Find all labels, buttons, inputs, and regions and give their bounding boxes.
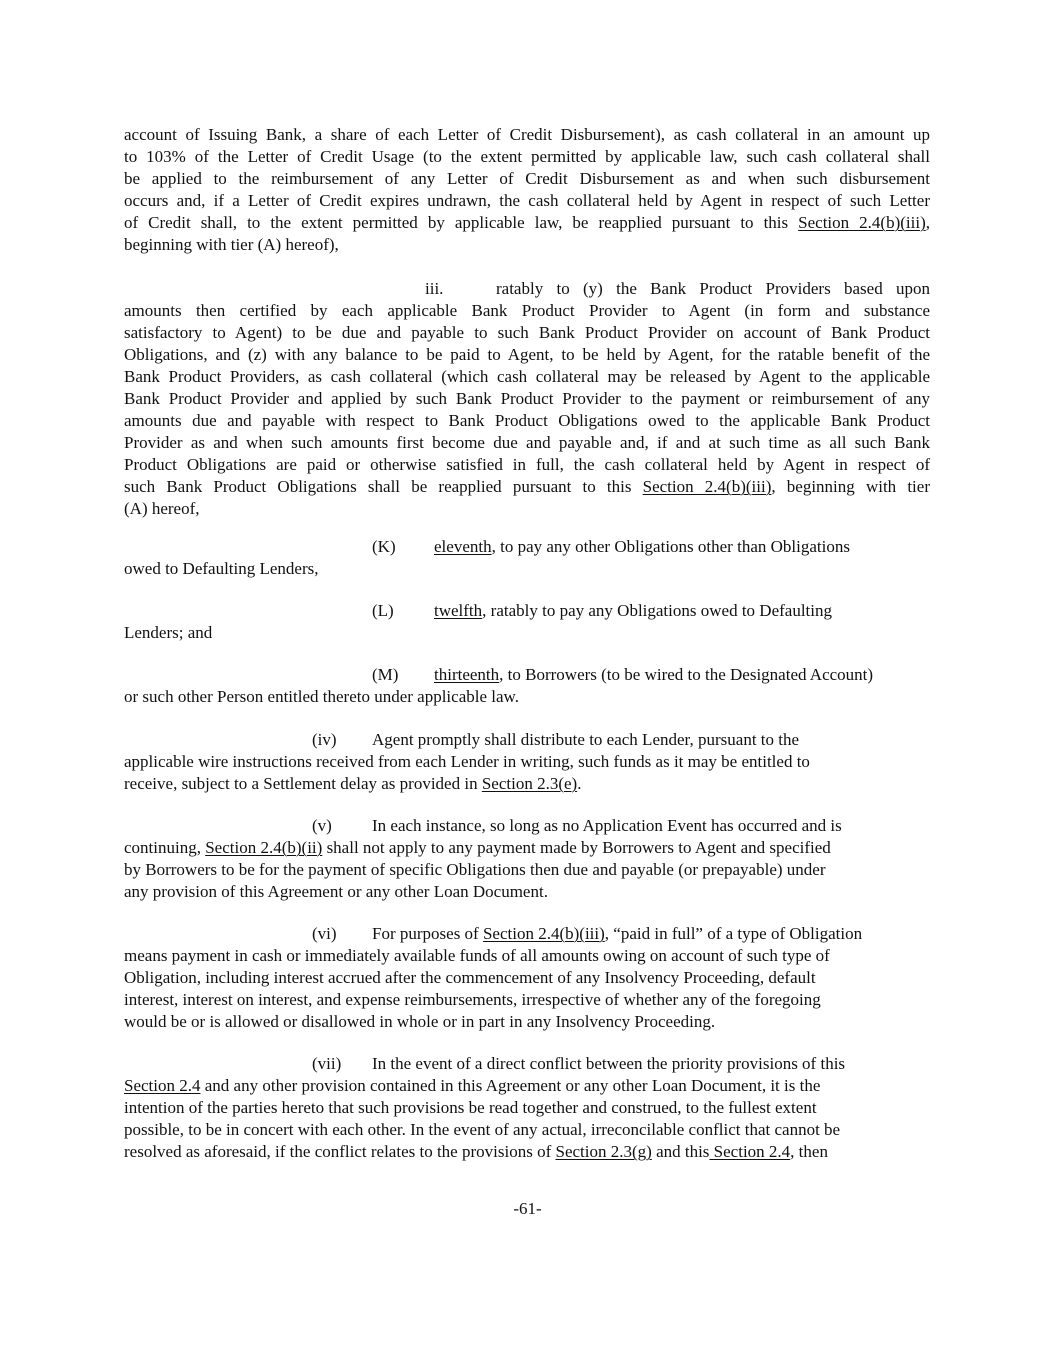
line-text bbox=[372, 1053, 845, 1075]
text-line bbox=[124, 1011, 930, 1033]
line-text bbox=[124, 146, 930, 168]
line-text bbox=[124, 234, 339, 256]
text-line bbox=[124, 168, 930, 190]
text-segment: , “paid in full” of a type of Obligation bbox=[604, 924, 863, 943]
line-text bbox=[124, 212, 930, 234]
text-line bbox=[124, 945, 930, 967]
text-segment: owed to Defaulting Lenders, bbox=[124, 559, 319, 578]
text-segment: , to pay any other Obligations other than Obligations bbox=[491, 537, 850, 556]
text-segment: Bank Product Providers, as cash collateral (which cash collateral may be released by Agent to the applicable bbox=[124, 367, 930, 386]
text-line bbox=[124, 234, 930, 256]
paragraph-clause-M bbox=[124, 664, 930, 708]
text-segment: interest, interest on interest, and expense reimbursements, irrespective of whether any of the foregoing bbox=[124, 990, 821, 1009]
line-text bbox=[124, 388, 930, 410]
text-segment: (A) hereof, bbox=[124, 499, 200, 518]
text-segment: Lenders; and bbox=[124, 623, 213, 642]
line-text bbox=[124, 881, 548, 903]
text-line bbox=[124, 729, 930, 751]
paragraph-clause-L bbox=[124, 600, 930, 644]
line-text bbox=[124, 432, 930, 454]
line-text bbox=[372, 815, 842, 837]
text-segment: and any other provision contained in this Agreement or any other Loan Document, it is the bbox=[200, 1076, 821, 1095]
clause-label: (K) bbox=[372, 537, 396, 556]
line-text bbox=[124, 344, 930, 366]
text-segment: , beginning with tier bbox=[771, 477, 930, 496]
section-reference: Section 2.4(b)(iii) bbox=[482, 924, 605, 943]
text-segment: For purposes of bbox=[372, 924, 483, 943]
section-reference: Section 2.4(b)(ii) bbox=[205, 838, 323, 857]
line-text bbox=[124, 1011, 715, 1033]
text-segment: beginning with tier (A) hereof), bbox=[124, 235, 339, 254]
line-text bbox=[124, 190, 930, 212]
text-line bbox=[124, 558, 930, 580]
line-text bbox=[124, 989, 821, 1011]
page-number: -61- bbox=[513, 1199, 542, 1218]
line-text bbox=[496, 278, 930, 300]
text-line bbox=[124, 923, 930, 945]
line-text bbox=[124, 558, 319, 580]
paragraph-collateral-continuation bbox=[124, 124, 930, 256]
paragraph-clause-K bbox=[124, 536, 930, 580]
line-text bbox=[124, 773, 581, 795]
clause-label: (L) bbox=[372, 601, 394, 620]
text-line bbox=[124, 212, 930, 234]
line-text bbox=[124, 967, 816, 989]
line-text bbox=[124, 751, 810, 773]
text-segment: and this bbox=[651, 1142, 710, 1161]
line-text bbox=[124, 498, 200, 520]
paragraph-clause-iii bbox=[124, 278, 930, 520]
text-segment: In the event of a direct conflict between the priority provisions of this bbox=[372, 1054, 846, 1073]
line-text bbox=[124, 1097, 817, 1119]
text-segment: by Borrowers to be for the payment of specific Obligations then due and payable (or prepayable) under bbox=[124, 860, 826, 879]
line-text bbox=[124, 410, 930, 432]
text-segment: amounts due and payable with respect to Bank Product Obligations owed to the applicable Bank Product bbox=[124, 411, 930, 430]
line-text bbox=[124, 1141, 828, 1163]
line-text bbox=[124, 945, 830, 967]
text-line bbox=[124, 388, 930, 410]
text-line bbox=[124, 600, 930, 622]
text-segment: Agent promptly shall distribute to each Lender, pursuant to the bbox=[372, 730, 800, 749]
text-segment: , ratably to pay any Obligations owed to Defaulting bbox=[482, 601, 832, 620]
text-line bbox=[124, 454, 930, 476]
text-line bbox=[124, 1119, 930, 1141]
text-line bbox=[124, 837, 930, 859]
section-reference: thirteenth bbox=[434, 665, 500, 684]
text-segment: Provider as and when such amounts first become due and payable and, if and at such time as all such Bank bbox=[124, 433, 930, 452]
text-line bbox=[124, 1053, 930, 1075]
line-text bbox=[124, 837, 831, 859]
text-line bbox=[124, 344, 930, 366]
text-segment: intention of the parties hereto that such provisions be read together and construed, to the fullest extent bbox=[124, 1098, 817, 1117]
text-line bbox=[124, 476, 930, 498]
text-segment: continuing, bbox=[124, 838, 206, 857]
text-line bbox=[124, 686, 930, 708]
text-segment: amounts then certified by each applicable Bank Product Provider to Agent (in form and substance bbox=[124, 301, 930, 320]
line-text bbox=[372, 729, 799, 751]
line-text bbox=[124, 1119, 840, 1141]
text-line bbox=[124, 1097, 930, 1119]
text-segment: any provision of this Agreement or any other Loan Document. bbox=[124, 882, 548, 901]
text-segment: such Bank Product Obligations shall be reapplied pursuant to this bbox=[124, 477, 643, 496]
paragraph-clause-iv bbox=[124, 729, 930, 795]
text-line bbox=[124, 278, 930, 300]
text-segment: Obligations, and (z) with any balance to be paid to Agent, to be held by Agent, for the ratable benefit of the bbox=[124, 345, 930, 364]
text-segment: , bbox=[925, 213, 930, 232]
text-segment: occurs and, if a Letter of Credit expires undrawn, the cash collateral held by Agent in respect of such Letter bbox=[124, 191, 930, 210]
line-text bbox=[124, 686, 519, 708]
text-segment: receive, subject to a Settlement delay as provided in bbox=[124, 774, 482, 793]
text-segment: ratably to (y) the Bank Product Providers based upon bbox=[496, 279, 930, 298]
line-text bbox=[434, 536, 850, 558]
line-text bbox=[124, 124, 930, 146]
text-segment: account of Issuing Bank, a share of each Letter of Credit Disbursement), as cash collateral in an amount up bbox=[124, 125, 930, 144]
text-segment: satisfactory to Agent) to be due and payable to such Bank Product Provider on account of Bank Product bbox=[124, 323, 930, 342]
text-line bbox=[124, 815, 930, 837]
line-text bbox=[124, 300, 930, 322]
paragraph-clause-vi bbox=[124, 923, 930, 1033]
line-text bbox=[124, 454, 930, 476]
text-segment: Product Obligations are paid or otherwise satisfied in full, the cash collateral held by Agent in respect of bbox=[124, 455, 930, 474]
text-segment: or such other Person entitled thereto under applicable law. bbox=[124, 687, 519, 706]
section-reference: Section 2.4 bbox=[124, 1076, 201, 1095]
line-text bbox=[124, 476, 930, 498]
line-text bbox=[124, 859, 825, 881]
text-line bbox=[124, 622, 930, 644]
text-line bbox=[124, 322, 930, 344]
clause-label: (iv) bbox=[312, 730, 337, 749]
paragraph-clause-v bbox=[124, 815, 930, 903]
text-line bbox=[124, 410, 930, 432]
line-text bbox=[124, 366, 930, 388]
line-text bbox=[124, 168, 930, 190]
text-segment: Obligation, including interest accrued after the commencement of any Insolvency Proceeding, default bbox=[124, 968, 816, 987]
clause-label: (M) bbox=[372, 665, 399, 684]
text-segment: . bbox=[577, 774, 582, 793]
text-line bbox=[124, 432, 930, 454]
text-line bbox=[124, 859, 930, 881]
line-text bbox=[124, 322, 930, 344]
text-segment: to 103% of the Letter of Credit Usage (to the extent permitted by applicable law, such cash collateral shall bbox=[124, 147, 930, 166]
text-segment: possible, to be in concert with each other. In the event of any actual, irreconcilable conflict that cannot be bbox=[124, 1120, 841, 1139]
text-line bbox=[124, 300, 930, 322]
text-segment: would be or is allowed or disallowed in whole or in part in any Insolvency Proceeding. bbox=[124, 1012, 716, 1031]
text-segment: Bank Product Provider and applied by such Bank Product Provider to the payment or reimbursement of any bbox=[124, 389, 930, 408]
text-segment: In each instance, so long as no Application Event has occurred and is bbox=[372, 816, 842, 835]
text-line bbox=[124, 190, 930, 212]
section-reference: Section 2.4 bbox=[709, 1142, 791, 1161]
line-text bbox=[434, 664, 873, 686]
clause-label: iii. bbox=[425, 279, 444, 298]
section-reference: twelfth bbox=[434, 601, 483, 620]
text-line bbox=[124, 664, 930, 686]
text-line bbox=[124, 881, 930, 903]
text-segment: be applied to the reimbursement of any Letter of Credit Disbursement as and when such disbursement bbox=[124, 169, 930, 188]
text-line bbox=[124, 498, 930, 520]
text-line bbox=[124, 124, 930, 146]
section-reference: Section 2.3(g) bbox=[555, 1142, 652, 1161]
text-line bbox=[124, 989, 930, 1011]
section-reference: Section 2.4(b)(iii) bbox=[642, 477, 772, 496]
clause-label: (v) bbox=[312, 816, 332, 835]
text-line bbox=[124, 146, 930, 168]
text-segment: , then bbox=[790, 1142, 828, 1161]
line-text bbox=[124, 1075, 820, 1097]
text-segment: resolved as aforesaid, if the conflict relates to the provisions of bbox=[124, 1142, 556, 1161]
text-line bbox=[124, 751, 930, 773]
text-segment: , to Borrowers (to be wired to the Designated Account) bbox=[499, 665, 874, 684]
text-line bbox=[124, 967, 930, 989]
section-reference: eleventh bbox=[434, 537, 492, 556]
section-reference: Section 2.4(b)(iii) bbox=[798, 213, 926, 232]
text-segment: shall not apply to any payment made by Borrowers to Agent and specified bbox=[322, 838, 831, 857]
line-text bbox=[434, 600, 832, 622]
text-line bbox=[124, 536, 930, 558]
clause-label: (vii) bbox=[312, 1054, 342, 1073]
text-line bbox=[124, 366, 930, 388]
line-text bbox=[124, 622, 212, 644]
clause-label: (vi) bbox=[312, 924, 337, 943]
text-line bbox=[124, 773, 930, 795]
text-segment: means payment in cash or immediately available funds of all amounts owing on account of such type of bbox=[124, 946, 830, 965]
section-reference: Section 2.3(e) bbox=[481, 774, 578, 793]
text-segment: applicable wire instructions received from each Lender in writing, such funds as it may be entitled to bbox=[124, 752, 810, 771]
text-line bbox=[124, 1141, 930, 1163]
text-segment: of Credit shall, to the extent permitted by applicable law, be reapplied pursuant to this bbox=[124, 213, 799, 232]
line-text bbox=[372, 923, 862, 945]
paragraph-clause-vii bbox=[124, 1053, 930, 1163]
text-line bbox=[124, 1075, 930, 1097]
